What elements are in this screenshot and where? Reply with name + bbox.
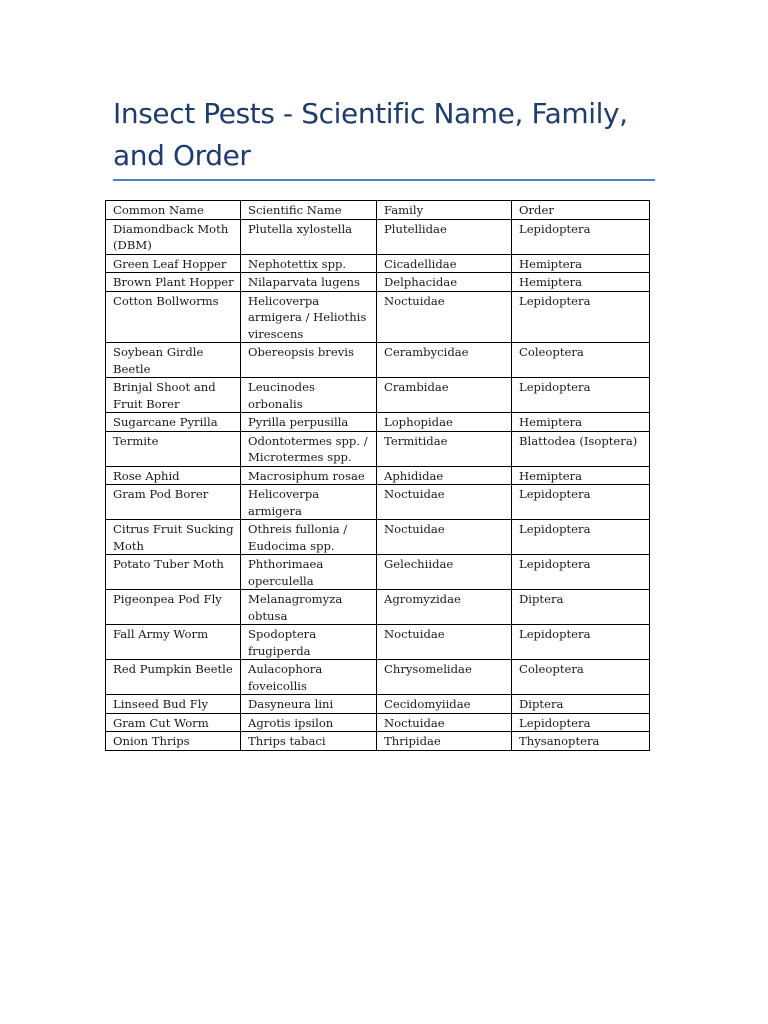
cell-family: Noctuidae [377,713,512,732]
cell-family: Noctuidae [377,485,512,520]
table-row [106,520,650,555]
cell-family: Plutellidae [377,219,512,254]
header-common-name: Common Name [106,201,241,220]
cell-order: Blattodea (Isoptera) [512,431,650,466]
cell-order: Hemiptera [512,254,650,273]
cell-scientific-name: Melanagromyza obtusa [241,590,377,625]
cell-common-name: Citrus Fruit Sucking Moth [106,520,241,555]
header-order: Order [512,201,650,220]
cell-family: Gelechiidae [377,555,512,590]
cell-scientific-name: Dasyneura lini [241,695,377,714]
table-row [106,378,650,413]
cell-scientific-name: Helicoverpa armigera / Heliothis virescens [241,291,377,343]
cell-common-name: Termite [106,431,241,466]
cell-order: Lepidoptera [512,713,650,732]
cell-order: Lepidoptera [512,555,650,590]
table-row [106,291,650,343]
table-row [106,413,650,432]
cell-order: Coleoptera [512,343,650,378]
cell-scientific-name: Othreis fullonia / Eudocima spp. [241,520,377,555]
cell-order: Lepidoptera [512,378,650,413]
cell-order: Lepidoptera [512,219,650,254]
cell-order: Hemiptera [512,273,650,292]
cell-order: Lepidoptera [512,485,650,520]
cell-common-name: Diamondback Moth (DBM) [106,219,241,254]
table-row [106,343,650,378]
cell-family: Lophopidae [377,413,512,432]
cell-family: Noctuidae [377,291,512,343]
table-row [106,695,650,714]
cell-family: Agromyzidae [377,590,512,625]
cell-order: Lepidoptera [512,520,650,555]
table-body [106,219,650,750]
cell-family: Noctuidae [377,520,512,555]
cell-scientific-name: Thrips tabaci [241,732,377,751]
cell-scientific-name: Nephotettix spp. [241,254,377,273]
table-header-row [106,201,650,220]
cell-family: Aphididae [377,466,512,485]
header-scientific-name: Scientific Name [241,201,377,220]
cell-common-name: Linseed Bud Fly [106,695,241,714]
cell-order: Lepidoptera [512,291,650,343]
cell-order: Diptera [512,695,650,714]
cell-common-name: Red Pumpkin Beetle [106,660,241,695]
table-row [106,219,650,254]
cell-order: Thysanoptera [512,732,650,751]
table-row [106,466,650,485]
table-row [106,660,650,695]
cell-order: Hemiptera [512,466,650,485]
table-row [106,713,650,732]
cell-family: Crambidae [377,378,512,413]
cell-common-name: Brinjal Shoot and Fruit Borer [106,378,241,413]
table-row [106,431,650,466]
table-row [106,555,650,590]
cell-common-name: Gram Pod Borer [106,485,241,520]
table-row [106,625,650,660]
cell-scientific-name: Obereopsis brevis [241,343,377,378]
cell-common-name: Potato Tuber Moth [106,555,241,590]
cell-common-name: Cotton Bollworms [106,291,241,343]
cell-order: Hemiptera [512,413,650,432]
cell-scientific-name: Aulacophora foveicollis [241,660,377,695]
cell-scientific-name: Spodoptera frugiperda [241,625,377,660]
cell-scientific-name: Agrotis ipsilon [241,713,377,732]
table-row [106,254,650,273]
cell-family: Thripidae [377,732,512,751]
table-row [106,732,650,751]
cell-family: Cerambycidae [377,343,512,378]
title-underline [113,179,655,181]
table-row [106,485,650,520]
cell-family: Cecidomyiidae [377,695,512,714]
table-row [106,273,650,292]
cell-common-name: Soybean Girdle Beetle [106,343,241,378]
cell-family: Cicadellidae [377,254,512,273]
cell-common-name: Sugarcane Pyrilla [106,413,241,432]
cell-scientific-name: Plutella xylostella [241,219,377,254]
header-family: Family [377,201,512,220]
cell-scientific-name: Nilaparvata lugens [241,273,377,292]
cell-order: Diptera [512,590,650,625]
cell-common-name: Green Leaf Hopper [106,254,241,273]
cell-family: Delphacidae [377,273,512,292]
cell-scientific-name: Odontotermes spp. / Microtermes spp. [241,431,377,466]
cell-scientific-name: Leucinodes orbonalis [241,378,377,413]
cell-common-name: Rose Aphid [106,466,241,485]
cell-scientific-name: Phthorimaea operculella [241,555,377,590]
cell-common-name: Pigeonpea Pod Fly [106,590,241,625]
cell-order: Lepidoptera [512,625,650,660]
cell-family: Termitidae [377,431,512,466]
cell-family: Chrysomelidae [377,660,512,695]
cell-scientific-name: Pyrilla perpusilla [241,413,377,432]
cell-scientific-name: Macrosiphum rosae [241,466,377,485]
table-row [106,590,650,625]
cell-order: Coleoptera [512,660,650,695]
cell-common-name: Fall Army Worm [106,625,241,660]
cell-common-name: Gram Cut Worm [106,713,241,732]
cell-family: Noctuidae [377,625,512,660]
cell-common-name: Onion Thrips [106,732,241,751]
cell-scientific-name: Helicoverpa armigera [241,485,377,520]
cell-common-name: Brown Plant Hopper [106,273,241,292]
document-title: Insect Pests - Scientific Name, Family, and Order [113,97,628,172]
insect-pests-table [105,200,650,751]
